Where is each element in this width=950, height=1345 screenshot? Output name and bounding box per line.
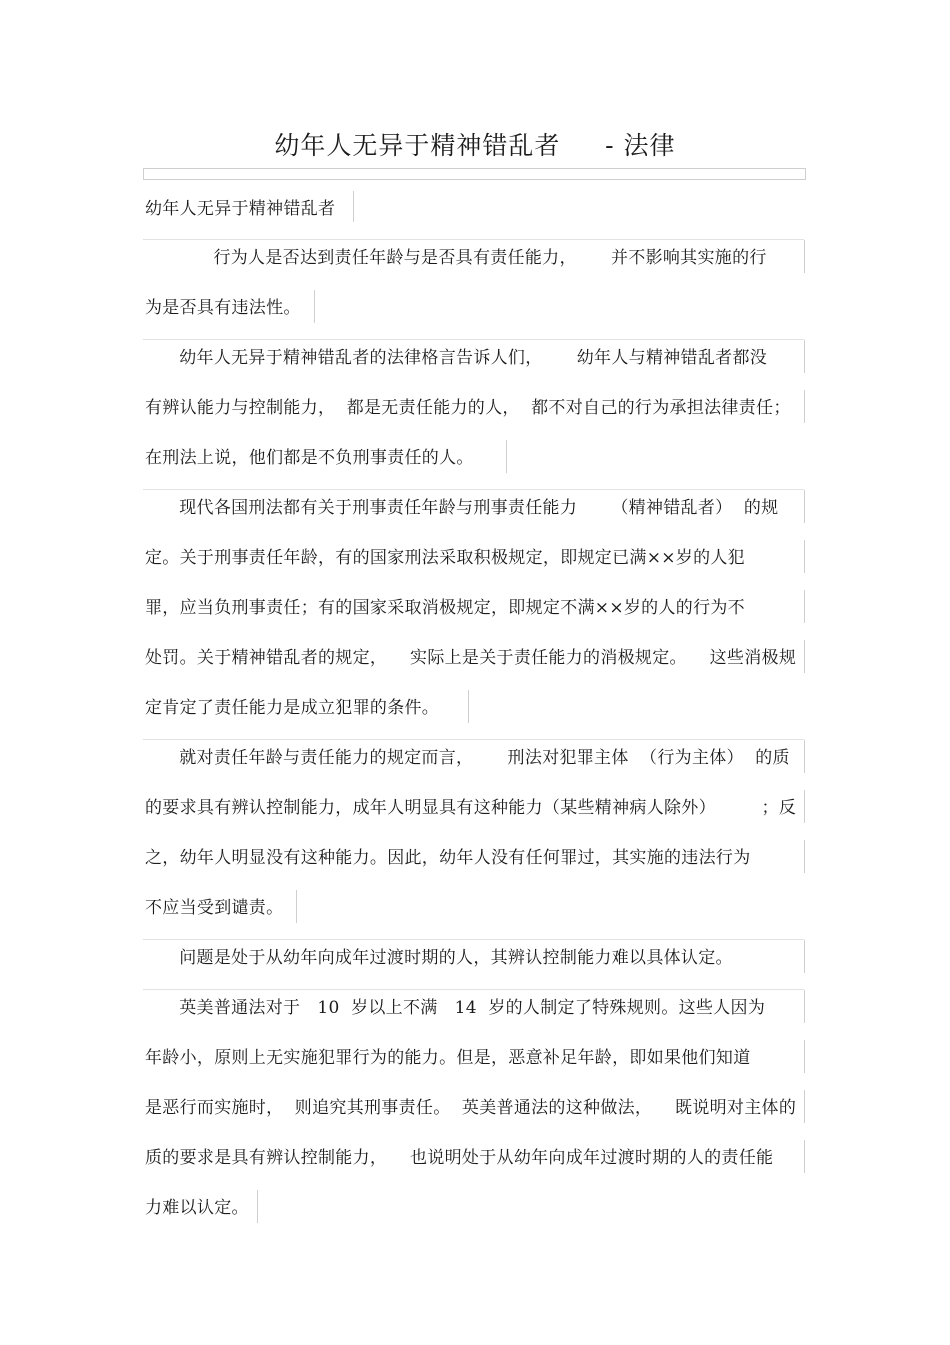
body-line: 是恶行而实施时， 则追究其刑事责任。 英美普通法的这种做法， 既说明对主体的 xyxy=(145,1098,797,1118)
cell-border xyxy=(804,940,805,973)
body-line: 就对责任年龄与责任能力的规定而言， 刑法对犯罪主体 （行为主体） 的质 xyxy=(145,748,790,768)
page-title: 幼年人无异于精神错乱者 - 法律 xyxy=(274,131,676,160)
cell-border xyxy=(804,990,805,1023)
section-heading: 幼年人无异于精神错乱者 xyxy=(145,199,336,219)
body-line: 定。关于刑事责任年龄，有的国家刑法采取积极规定，即规定已满××岁的人犯 xyxy=(145,548,745,568)
body-line: 现代各国刑法都有关于刑事责任年龄与刑事责任能力 （精神错乱者） 的规 xyxy=(145,498,779,518)
body-line: 幼年人无异于精神错乱者的法律格言告诉人们， 幼年人与精神错乱者都没 xyxy=(145,348,768,368)
body-line: 问题是处于从幼年向成年过渡时期的人，其辨认控制能力难以具体认定。 xyxy=(145,948,733,968)
body-line: 处罚。关于精神错乱者的规定， 实际上是关于责任能力的消极规定。 这些消极规 xyxy=(145,648,797,668)
body-line: 定肯定了责任能力是成立犯罪的条件。 xyxy=(145,698,440,718)
body-line: 英美普通法对于 10 岁以上不满 14 岁的人制定了特殊规则。这些人因为 xyxy=(145,998,766,1018)
cell-border xyxy=(314,290,315,323)
heading-cell-border xyxy=(353,191,354,222)
paragraph-rule xyxy=(143,739,804,740)
cell-border xyxy=(468,690,469,723)
cell-border xyxy=(804,1040,805,1073)
cell-border xyxy=(804,590,805,623)
body-line: 力难以认定。 xyxy=(145,1198,249,1218)
body-line: 为是否具有违法性。 xyxy=(145,298,301,318)
cell-border xyxy=(804,840,805,873)
cell-border xyxy=(296,890,297,923)
cell-border xyxy=(804,1090,805,1123)
body-line: 之，幼年人明显没有这种能力。因此，幼年人没有任何罪过，其实施的违法行为 xyxy=(145,848,751,868)
body-line: 行为人是否达到责任年龄与是否具有责任能力， 并不影响其实施的行 xyxy=(145,248,767,268)
title-divider xyxy=(143,168,806,180)
cell-border xyxy=(506,440,507,473)
body-line: 有辨认能力与控制能力， 都是无责任能力的人， 都不对自己的行为承担法律责任； xyxy=(145,398,791,418)
cell-border xyxy=(257,1190,258,1223)
cell-border xyxy=(804,240,805,273)
body-line: 的要求具有辨认控制能力，成年人明显具有这种能力（某些精神病人除外） ；反 xyxy=(145,798,797,818)
cell-border xyxy=(804,540,805,573)
paragraph-rule xyxy=(143,939,804,940)
cell-border xyxy=(804,790,805,823)
cell-border xyxy=(804,490,805,523)
paragraph-rule xyxy=(143,339,804,340)
cell-border xyxy=(804,1140,805,1173)
cell-border xyxy=(804,640,805,673)
paragraph-rule xyxy=(143,989,804,990)
body-line: 质的要求是具有辨认控制能力， 也说明处于从幼年向成年过渡时期的人的责任能 xyxy=(145,1148,774,1168)
cell-border xyxy=(804,740,805,773)
paragraph-rule xyxy=(143,239,804,240)
body-line: 不应当受到谴责。 xyxy=(145,898,284,918)
paragraph-rule xyxy=(143,489,804,490)
cell-border xyxy=(804,390,805,423)
body-line: 在刑法上说，他们都是不负刑事责任的人。 xyxy=(145,448,474,468)
body-line: 年龄小，原则上无实施犯罪行为的能力。但是，恶意补足年龄，即如果他们知道 xyxy=(145,1048,751,1068)
cell-border xyxy=(804,340,805,373)
body-line: 罪，应当负刑事责任；有的国家采取消极规定，即规定不满××岁的人的行为不 xyxy=(145,598,745,618)
